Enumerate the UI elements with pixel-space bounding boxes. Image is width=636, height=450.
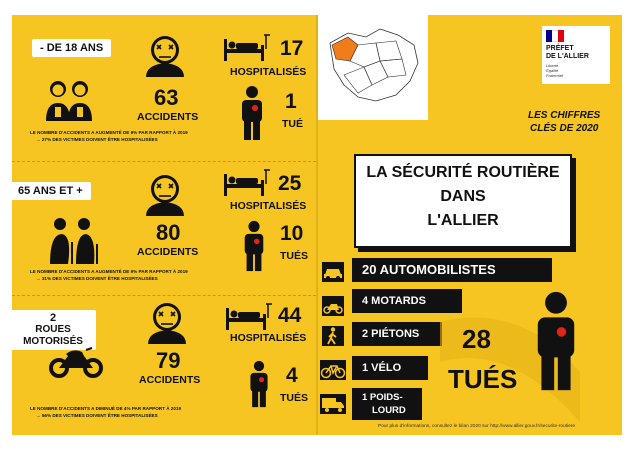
truck-label-line2: LOURD: [372, 405, 406, 416]
hospitalises-label: HOSPITALISÉS: [230, 332, 307, 344]
accidents-label: ACCIDENTS: [137, 246, 199, 258]
bicycle-icon: [320, 360, 346, 380]
elderly-couple-icon: [46, 216, 100, 266]
footer-note: Pour plus d'informations, consultez le bilan 2020 sur http://www.allier.gouv.fr/securite-routiere: [378, 424, 576, 429]
tues-count: 4: [286, 364, 298, 387]
group-tag-line1: 2: [49, 312, 57, 324]
car-icon: [322, 262, 344, 282]
group-tag: 65 ANS ET +: [10, 182, 91, 200]
accidents-count: 79: [156, 348, 181, 373]
injured-face-icon: [144, 300, 190, 346]
accidents-count: 80: [156, 220, 181, 245]
title-line1: LA SÉCURITÉ ROUTIÈRE: [366, 164, 560, 181]
hospitalises-count: 44: [278, 304, 302, 327]
chiffres-line1: LES CHIFFRES: [528, 110, 601, 121]
chiffres-line2: CLÉS DE 2020: [530, 123, 599, 134]
victim-icon: [240, 220, 268, 272]
prefet-line2: DE L'ALLIER: [546, 53, 589, 60]
group-note-2: → 56% DES VICTIMES DOIVENT ÊTRE HOSPITALISÉES: [36, 413, 158, 418]
category-bar-pedestrian: 2 PIÉTONS: [352, 322, 442, 346]
tues-count: 10: [280, 222, 304, 245]
injured-face-icon: [142, 33, 188, 79]
truck-icon: [320, 394, 346, 414]
hospitalises-count: 17: [280, 37, 304, 60]
prefet-motto2: Égalité: [546, 68, 559, 73]
victim-icon: [246, 360, 272, 408]
pedestrian-icon: [322, 326, 344, 346]
hospital-bed-icon: [222, 31, 270, 63]
prefet-line1: PRÉFET: [546, 45, 574, 52]
prefet-motto3: Fraternité: [546, 73, 564, 78]
tues-count: 1: [285, 90, 297, 113]
group-two-wheelers: [12, 296, 316, 435]
title-line2: DANS: [440, 188, 486, 205]
group-tag: - DE 18 ANS: [32, 39, 111, 57]
accidents-count: 63: [154, 85, 179, 110]
accidents-label: ACCIDENTS: [137, 111, 199, 123]
tues-label: TUÉS: [280, 392, 309, 404]
victim-icon: [530, 290, 582, 392]
group-under-18: [12, 15, 316, 155]
hospitalises-label: HOSPITALISÉS: [230, 200, 307, 212]
teenagers-icon: [44, 77, 94, 122]
category-bar-truck: [352, 388, 422, 420]
injured-face-icon: [142, 172, 188, 218]
hospital-bed-icon: [222, 166, 270, 198]
total-label: TUÉS: [448, 364, 518, 394]
group-note-1: LE NOMBRE D'ACCIDENTS A DIMINUÉ DE 4% PAR RAPPORT À 2019: [30, 406, 182, 411]
department-map: [318, 15, 428, 120]
tues-label: TUÉS: [280, 250, 309, 262]
group-tag-line2: ROUES MOTORISÉS: [23, 324, 83, 347]
hospital-bed-icon: [224, 300, 272, 332]
prefet-logo: [542, 26, 610, 84]
hospitalises-count: 25: [278, 172, 302, 195]
title-box: [354, 154, 572, 248]
category-bar-car: 20 AUTOMOBILISTES: [352, 258, 552, 282]
hospitalises-label: HOSPITALISÉS: [230, 66, 307, 78]
tues-label: TUÉ: [282, 118, 303, 130]
group-note-1: LE NOMBRE D'ACCIDENTS A AUGMENTÉ DE 9% PAR RAPPORT À 2019: [30, 130, 188, 135]
flag-icon: [546, 30, 564, 42]
accidents-label: ACCIDENTS: [139, 374, 201, 386]
motorbike-icon: [322, 296, 344, 316]
truck-label-line1: 1 POIDS-: [362, 392, 403, 403]
motorbike-icon: [48, 344, 104, 378]
group-note-2: → 31% DES VICTIMES DOIVENT ÊTRE HOSPITALISÉES: [36, 276, 158, 281]
title-line3: L'ALLIER: [427, 212, 499, 229]
total-count: 28: [462, 324, 491, 354]
category-bar-motorbike: 4 MOTARDS: [352, 289, 462, 313]
victim-icon: [238, 85, 266, 141]
group-over-65: [12, 162, 316, 297]
group-note-2: → 27% DES VICTIMES DOIVENT ÊTRE HOSPITALISÉES: [36, 137, 158, 142]
category-bar-bicycle: 1 VÉLO: [352, 356, 428, 380]
group-note-1: LE NOMBRE D'ACCIDENTS A AUGMENTÉ DE 9% PAR RAPPORT À 2019: [30, 269, 188, 274]
prefet-motto1: Liberté: [546, 63, 559, 68]
